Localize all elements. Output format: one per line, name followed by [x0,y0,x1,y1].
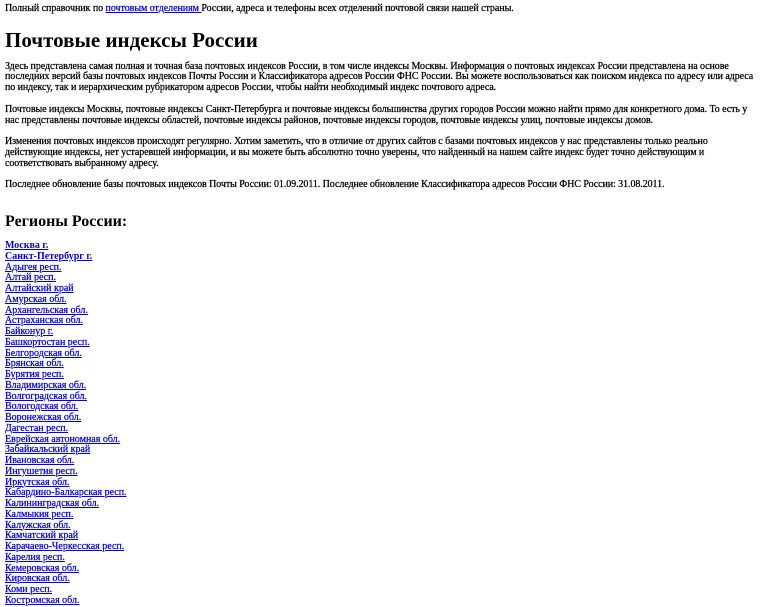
region-link[interactable]: Ивановская обл. [5,455,75,467]
intro-line [5,4,755,15]
region-link[interactable]: Адыгея респ. [5,261,62,273]
page-title: Почтовые индексы России [5,27,258,52]
region-link[interactable]: Камчатский край [5,530,79,542]
region-link[interactable]: Брянская обл. [5,358,64,370]
region-link[interactable]: Коми респ. [5,584,53,596]
region-link[interactable]: Байконур г. [5,326,54,338]
region-link[interactable]: Амурская обл. [5,293,67,305]
region-link[interactable]: Алтай респ. [5,272,56,284]
paragraph-about-database: Здесь представлена самая полная и точная база почтовых индексов России, в том числе индексы Москвы. Информация о почтовых индексах России представлена на основе последних версий базы почтовых индексов Почты России и Классификатора адресов России ФНС России. Вы можете воспользоваться как поиском индекса по адресу или адреса по индексу, так и иерархическим рубрикатором адресов России, чтобы найти необходимый индекс почтового адреса. [5,60,754,94]
region-link-moscow[interactable]: Москва г. [5,240,49,252]
region-link[interactable]: Башкортостан респ. [5,336,90,348]
region-link[interactable]: Волгоградская обл. [5,390,88,402]
region-link[interactable]: Калмыкия респ. [5,508,74,520]
region-link[interactable]: Кемеровская обл. [5,562,80,574]
region-link[interactable]: Белгородская обл. [5,347,82,359]
region-link[interactable]: Дагестан респ. [5,422,69,434]
paragraph-last-update: Последнее обновление базы почтовых индексов Почты России: 01.09.2011. Последнее обновление Классификатора адресов России ФНС России: 31.08.2011. [5,179,665,191]
post-offices-link[interactable]: почтовым отделениям [105,3,202,14]
region-link[interactable]: Калужская обл. [5,519,71,531]
region-link[interactable]: Иркутская обл. [5,476,70,488]
region-link[interactable]: Астраханская обл. [5,315,84,327]
regions-heading: Регионы России: [5,213,128,231]
region-link[interactable]: Воронежская обл. [5,412,82,424]
region-link[interactable]: Вологодская обл. [5,401,79,413]
region-link[interactable]: Архангельская обл. [5,304,88,316]
region-link[interactable]: Владимирская обл. [5,379,87,391]
region-link[interactable]: Карачаево-Черкесская респ. [5,541,125,553]
intro-suffix: России, адреса и телефоны всех отделений почтовой связи нашей страны. [201,3,514,14]
region-link[interactable]: Забайкальский край [5,444,91,456]
region-link[interactable]: Алтайский край [5,283,74,295]
region-link[interactable]: Калининградская обл. [5,498,100,510]
region-link-saint-petersburg[interactable]: Санкт-Петербург г. [5,250,93,262]
intro-prefix: Полный справочник по [5,3,106,14]
regions-list [5,241,755,607]
region-link[interactable]: Карелия респ. [5,551,65,563]
page [0,4,760,607]
region-link[interactable]: Бурятия респ. [5,369,64,381]
paragraph-changes: Изменения почтовых индексов происходят регулярно. Хотим заметить, что в отличие от других сайтов с базами почтовых индексов у нас представлены только реально действующие индексы, нет устаревшей информации, и вы можете быть абсолютно точно уверены, что найденный на нашем сайте индекс будет точно действующим и соответствовать выбранному адресу. [5,136,708,169]
region-link[interactable]: Костромская обл. [5,594,80,606]
region-link[interactable]: Кабардино-Балкарская респ. [5,487,127,499]
region-link[interactable]: Ингушетия респ. [5,465,78,477]
paragraph-cities: Почтовые индексы Москвы, почтовые индексы Санкт-Петербурга и почтовые индексы большинства других городов России можно найти прямо для конкретного дома. То есть у нас представлены почтовые индексы областей, почтовые индексы районов, почтовые индексы городов, почтовые индексы улиц, почтовые индексы домов. [5,103,748,126]
region-link[interactable]: Еврейская автономная обл. [5,433,121,445]
region-link[interactable]: Кировская обл. [5,573,70,585]
